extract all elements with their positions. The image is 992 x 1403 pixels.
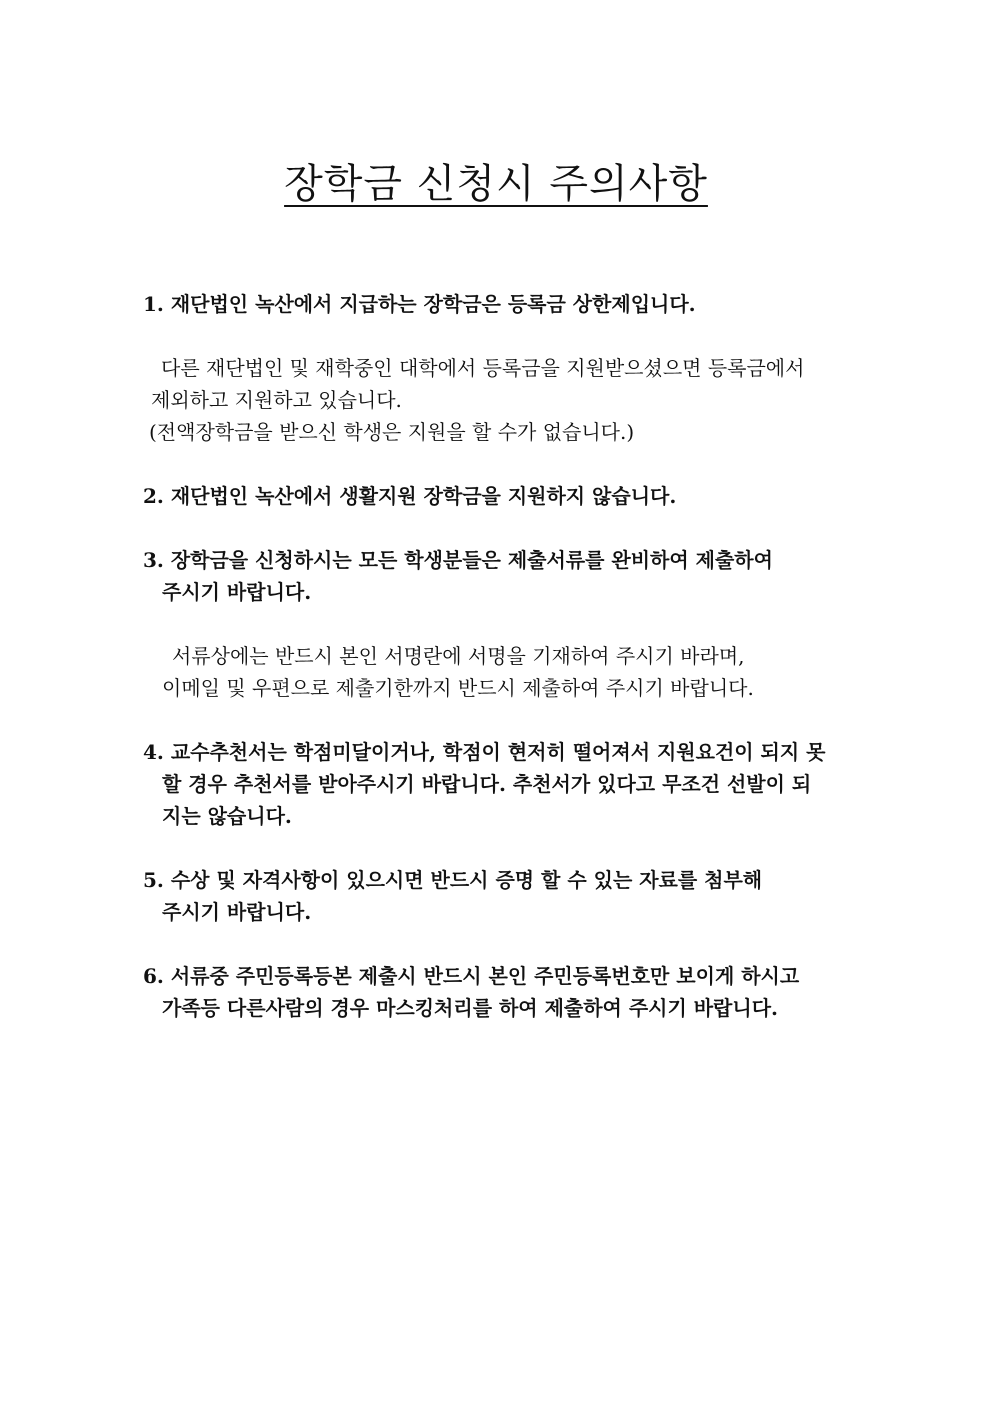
item-3-detail-line-1: 서류상에는 반드시 본인 서명란에 서명을 기재하여 주시기 바라며, xyxy=(172,644,745,668)
item-1-detail-line-2: 제외하고 지원하고 있습니다. xyxy=(151,388,402,412)
item-1-detail-line-3: (전액장학금을 받으신 학생은 지원을 할 수가 없습니다.) xyxy=(149,420,635,444)
item-4-line-2: 할 경우 추천서를 받아주시기 바랍니다. 추천서가 있다고 무조건 선발이 되 xyxy=(162,772,812,796)
item-1-detail-line-1: 다른 재단법인 및 재학중인 대학에서 등록금을 지원받으셨으면 등록금에서 xyxy=(161,356,805,380)
item-6-line-2: 가족등 다른사람의 경우 마스킹처리를 하여 제출하여 주시기 바랍니다. xyxy=(162,996,778,1020)
document-title-text: 장학금 신청시 주의사항 xyxy=(284,161,708,207)
item-5-line-1: 5. 수상 및 자격사항이 있으시면 반드시 증명 할 수 있는 자료를 첨부해 xyxy=(143,868,763,892)
item-3-heading-line-1: 3. 장학금을 신청하시는 모든 학생분들은 제출서류를 완비하여 제출하여 xyxy=(143,548,773,572)
item-1-heading: 1. 재단법인 녹산에서 지급하는 장학금은 등록금 상한제입니다. xyxy=(143,292,696,316)
item-4-line-3: 지는 않습니다. xyxy=(162,804,292,828)
item-5-line-2: 주시기 바랍니다. xyxy=(162,900,312,924)
item-3-detail-line-2: 이메일 및 우편으로 제출기한까지 반드시 제출하여 주시기 바랍니다. xyxy=(162,676,754,700)
item-3-heading-line-2: 주시기 바랍니다. xyxy=(162,580,312,604)
document-title xyxy=(0,152,992,209)
item-6-line-1: 6. 서류중 주민등록등본 제출시 반드시 본인 주민등록번호만 보이게 하시고 xyxy=(143,964,800,988)
item-2-heading: 2. 재단법인 녹산에서 생활지원 장학금을 지원하지 않습니다. xyxy=(143,484,677,508)
item-4-line-1: 4. 교수추천서는 학점미달이거나, 학점이 현저히 떨어져서 지원요건이 되지 못 xyxy=(143,740,826,764)
